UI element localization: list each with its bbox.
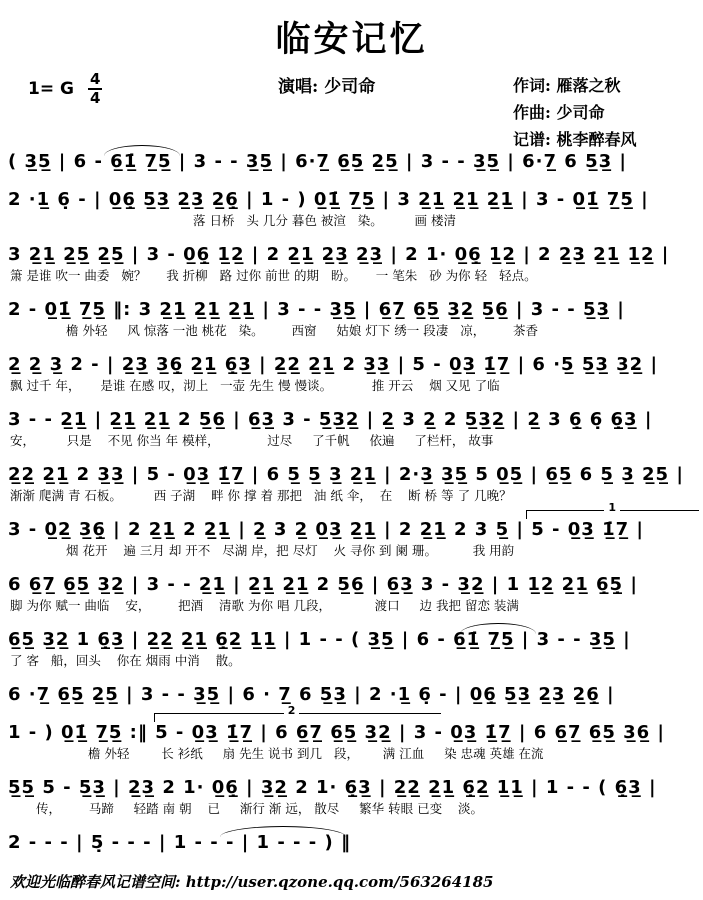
notes-row: ( 3̲5̲ | 6 - 6̲1̲̇ 7̲5̲ | 3 - - 3̲5̲ | 6·7̲ 6̲5̲ 2̲5̲ | 3 - - 3̲5̲ | 6·7̲ 6 5̲3̲ | — [8, 151, 627, 172]
key-signature: 1= G — [28, 79, 74, 99]
time-signature-numerator: 4 — [89, 70, 101, 88]
lyrics-row: 箫 是谁 吹一 曲委 婉？ 我 折柳 路 过你 前世 的期 盼。 一 笔朱 砂 为你 轻 轻点。 — [10, 268, 537, 283]
notes-row: 2 ·1̲ 6̣ - | 0̲6̣̲ 5̲3̲ 2̲3̲ 2̲6̣̲ | 1 - ) 0̲1̲̇ 7̲5̲ | 3 2̲1̲ 2̲1̲ 2̲1̲ | 3 - 0̲1̲̇ 7̲5̲ | — [8, 189, 649, 210]
music-system-1 — [8, 150, 699, 174]
lyrics-row: 飘 过千 年， 是谁 在感 叹，沏上 一壶 先生 慢 慢谈。 推 开云 烟 又见 了临 — [10, 378, 500, 393]
music-system-5 — [8, 353, 699, 394]
lyrics-row: 檐 外轻 长 衫纸 扇 先生 说书 到几 段， 满 江血 染 忠魂 英雄 在流 — [88, 746, 544, 761]
music-system-6 — [8, 408, 699, 449]
lyrics-row: 檐 外轻 风 惊落 一池 桃花 染。 西窗 姑娘 灯下 绣一 段凄 凉， 茶香 — [66, 323, 539, 338]
notes-row: 2 - 0̲1̲̇ 7̲5̲ ‖: 3 2̲1̲ 2̲1̲ 2̲1̲ | 3 - - 3̲5̲ | 6̲7̲ 6̲5̲ 3̲2̲ 5̲6̲ | 3 - - 5̲3̲ | — [8, 299, 625, 320]
second-ending-number: 2 — [284, 705, 300, 716]
performer-credit: 演唱: 少司命 — [278, 77, 376, 97]
slur-arc — [460, 623, 536, 634]
tie-arc — [220, 826, 346, 837]
notes-row: 2̲ 2̲ 3̲ 2 - | 2̲3̲ 3̲6̣̲ 2̲1̲ 6̣̲3̲ | 2̲2̲ 2̲1̲ 2 3̲3̲ | 5 - 0̲3̲ 1̲̇7̲ | 6 ·5̲ 5̲3̲ 3̲2̲ | — [8, 354, 659, 375]
second-ending-bracket — [154, 704, 441, 722]
lyrics-row: 渐渐 爬满 青 石板。 西 子湖 畔 你 撑 着 那把 油 纸 伞， 在 断 桥 等 了 几晚？ — [10, 488, 512, 503]
notes-row: 6̲5̲ 3̲2̲ 1 6̣̲3̲ | 2̲2̲ 2̲1̲ 6̣̲2̲ 1̲1̲ | 1 - - ( 3̲5̲ | 6 - 6̲1̲̇ 7̲5̲ | 3 - - 3̲5̲ | — [8, 629, 631, 650]
notes-row: 5̲5̲ 5 - 5̲3̲ | 2̲3̲ 2 1· 0̲6̣̲ | 3̲2̲ 2 1· 6̣̲3̲ | 2̲2̲ 2̲1̲ 6̣̲2̲ 1̲1̲ | 1 - - ( 6̣̲3̲ | — [8, 777, 657, 798]
notes-row: 1 - ) 0̲1̲̇ 7̲5̲ :‖ 5 - 0̲3̲ 1̲̇7̲ | 6 6̲7̲ 6̲5̲ 3̲2̲ | 3 - 0̲3̲ 1̲̇7̲ | 6 6̲7̲ 6̲5̲ 3̲6̲ | — [8, 722, 666, 743]
music-system-8 — [8, 501, 699, 559]
notes-row: 6 6̲7̲ 6̲5̲ 3̲2̲ | 3 - - 2̲1̲ | 2̲1̲ 2̲1̲ 2 5̲6̲ | 6̲3̲ 3 - 3̲2̲ | 1 1̲2̲ 2̲1̲ 6̣̲5̣̲ | — [8, 574, 638, 595]
lyricist-credit: 作词: 雁落之秋 — [513, 76, 621, 95]
slur-arc — [104, 145, 180, 156]
notes-row: 3 - - 2̲1̲ | 2̲1̲ 2̲1̲ 2 5̲6̲ | 6̲3̲ 3 - 5̲3̲2̲ | 2̲ 3 2̲ 2 5̲3̲2̲ | 2̲ 3 6̣̲ 6̣ 6̣̲3̲ | — [8, 409, 653, 430]
music-system-14 — [8, 831, 699, 855]
composer-credit: 作曲: 少司命 — [513, 103, 605, 122]
lyrics-row: 传， 马蹄 轻踏 南 朝 已 渐行 渐 远， 散尽 繁华 转眼 已变 淡。 — [36, 801, 484, 816]
lyrics-row: 安， 只是 不见 你当 年 模样， 过尽 了千帆 依遍 了栏杆， 故事 — [10, 433, 494, 448]
notes-row: 2̲2̲ 2̲1̲ 2 3̲3̲ | 5 - 0̲3̲ 1̲̇7̲ | 6 5̲ 5̲ 3̲ 2̲1̲ | 2·3̲ 3̲5̲ 5 0̲5̲ | 6̲5̲ 6 5̲ 3̲ 2̲5̲ | — [8, 464, 684, 485]
lyrics-row: 脚 为你 赋一 曲临 安， 把酒 清歌 为你 唱 几段， 渡口 边 我把 留恋 装满 — [10, 598, 519, 613]
music-system-13 — [8, 776, 699, 817]
footer-note: 欢迎光临醉春风记谱空间: http://user.qzone.qq.com/563264185 — [10, 873, 494, 891]
score — [0, 144, 703, 855]
info-row — [0, 66, 703, 149]
first-ending-bracket — [526, 501, 699, 519]
music-system-4 — [8, 298, 699, 339]
lyrics-row: 了 客 船，回头 你在 烟雨 中消 散。 — [10, 653, 241, 668]
music-system-7 — [8, 463, 699, 504]
music-system-9 — [8, 573, 699, 614]
music-system-3 — [8, 243, 699, 284]
music-system-11 — [8, 683, 699, 707]
transcriber-credit: 记谱: 桃李醉春风 — [513, 130, 637, 149]
notes-row: 6 ·7̲ 6̲5̲ 2̲5̲ | 3 - - 3̲5̲ | 6 · 7̲ 6 5̲3̲ | 2 ·1̲ 6̣ - | 0̲6̣̲ 5̲3̲ 2̲3̲ 2̲6̣̲ | — [8, 684, 615, 705]
time-signature-denominator: 4 — [89, 89, 101, 107]
time-signature — [88, 72, 102, 106]
notes-row: 3 2̲1̲ 2̲5̲ 2̲5̲ | 3 - 0̲6̣̲ 1̲2̲ | 2 2̲1̲ 2̲3̲ 2̲3̲ | 2 1· 0̲6̣̲ 1̲2̲ | 2 2̲3̲ 2̲1̲ 1̲2̲ | — [8, 244, 670, 265]
song-title: 临安记忆 — [275, 20, 428, 60]
first-ending-number: 1 — [604, 502, 620, 513]
credits-block — [513, 72, 636, 153]
notes-row: 2 - - - | 5̣ - - - | 1 - - - | 1 - - - ) ‖ — [8, 832, 352, 853]
notes-row: 3 - 0̲2̲ 3̲6̣̲ | 2 2̲1̲ 2 2̲1̲ | 2̲ 3 2̲ 0̲3̲ 2̲1̲ | 2 2̲1̲ 2 3 5̲ | 5 - 0̲3̲ 1̲̇7̲ | — [8, 519, 644, 540]
lyrics-row: 烟 花开 遍 三月 却 开不 尽湖 岸，把 尽灯 火 寻你 到 阑 珊。 我 用韵 — [66, 543, 515, 558]
lyrics-row: 落 日桥 头 几分 暮色 被渲 染。 画 楼清 — [193, 213, 456, 228]
music-system-12 — [8, 704, 699, 762]
music-system-2 — [8, 188, 699, 229]
key-time-signature — [28, 72, 102, 106]
music-system-10 — [8, 628, 699, 669]
